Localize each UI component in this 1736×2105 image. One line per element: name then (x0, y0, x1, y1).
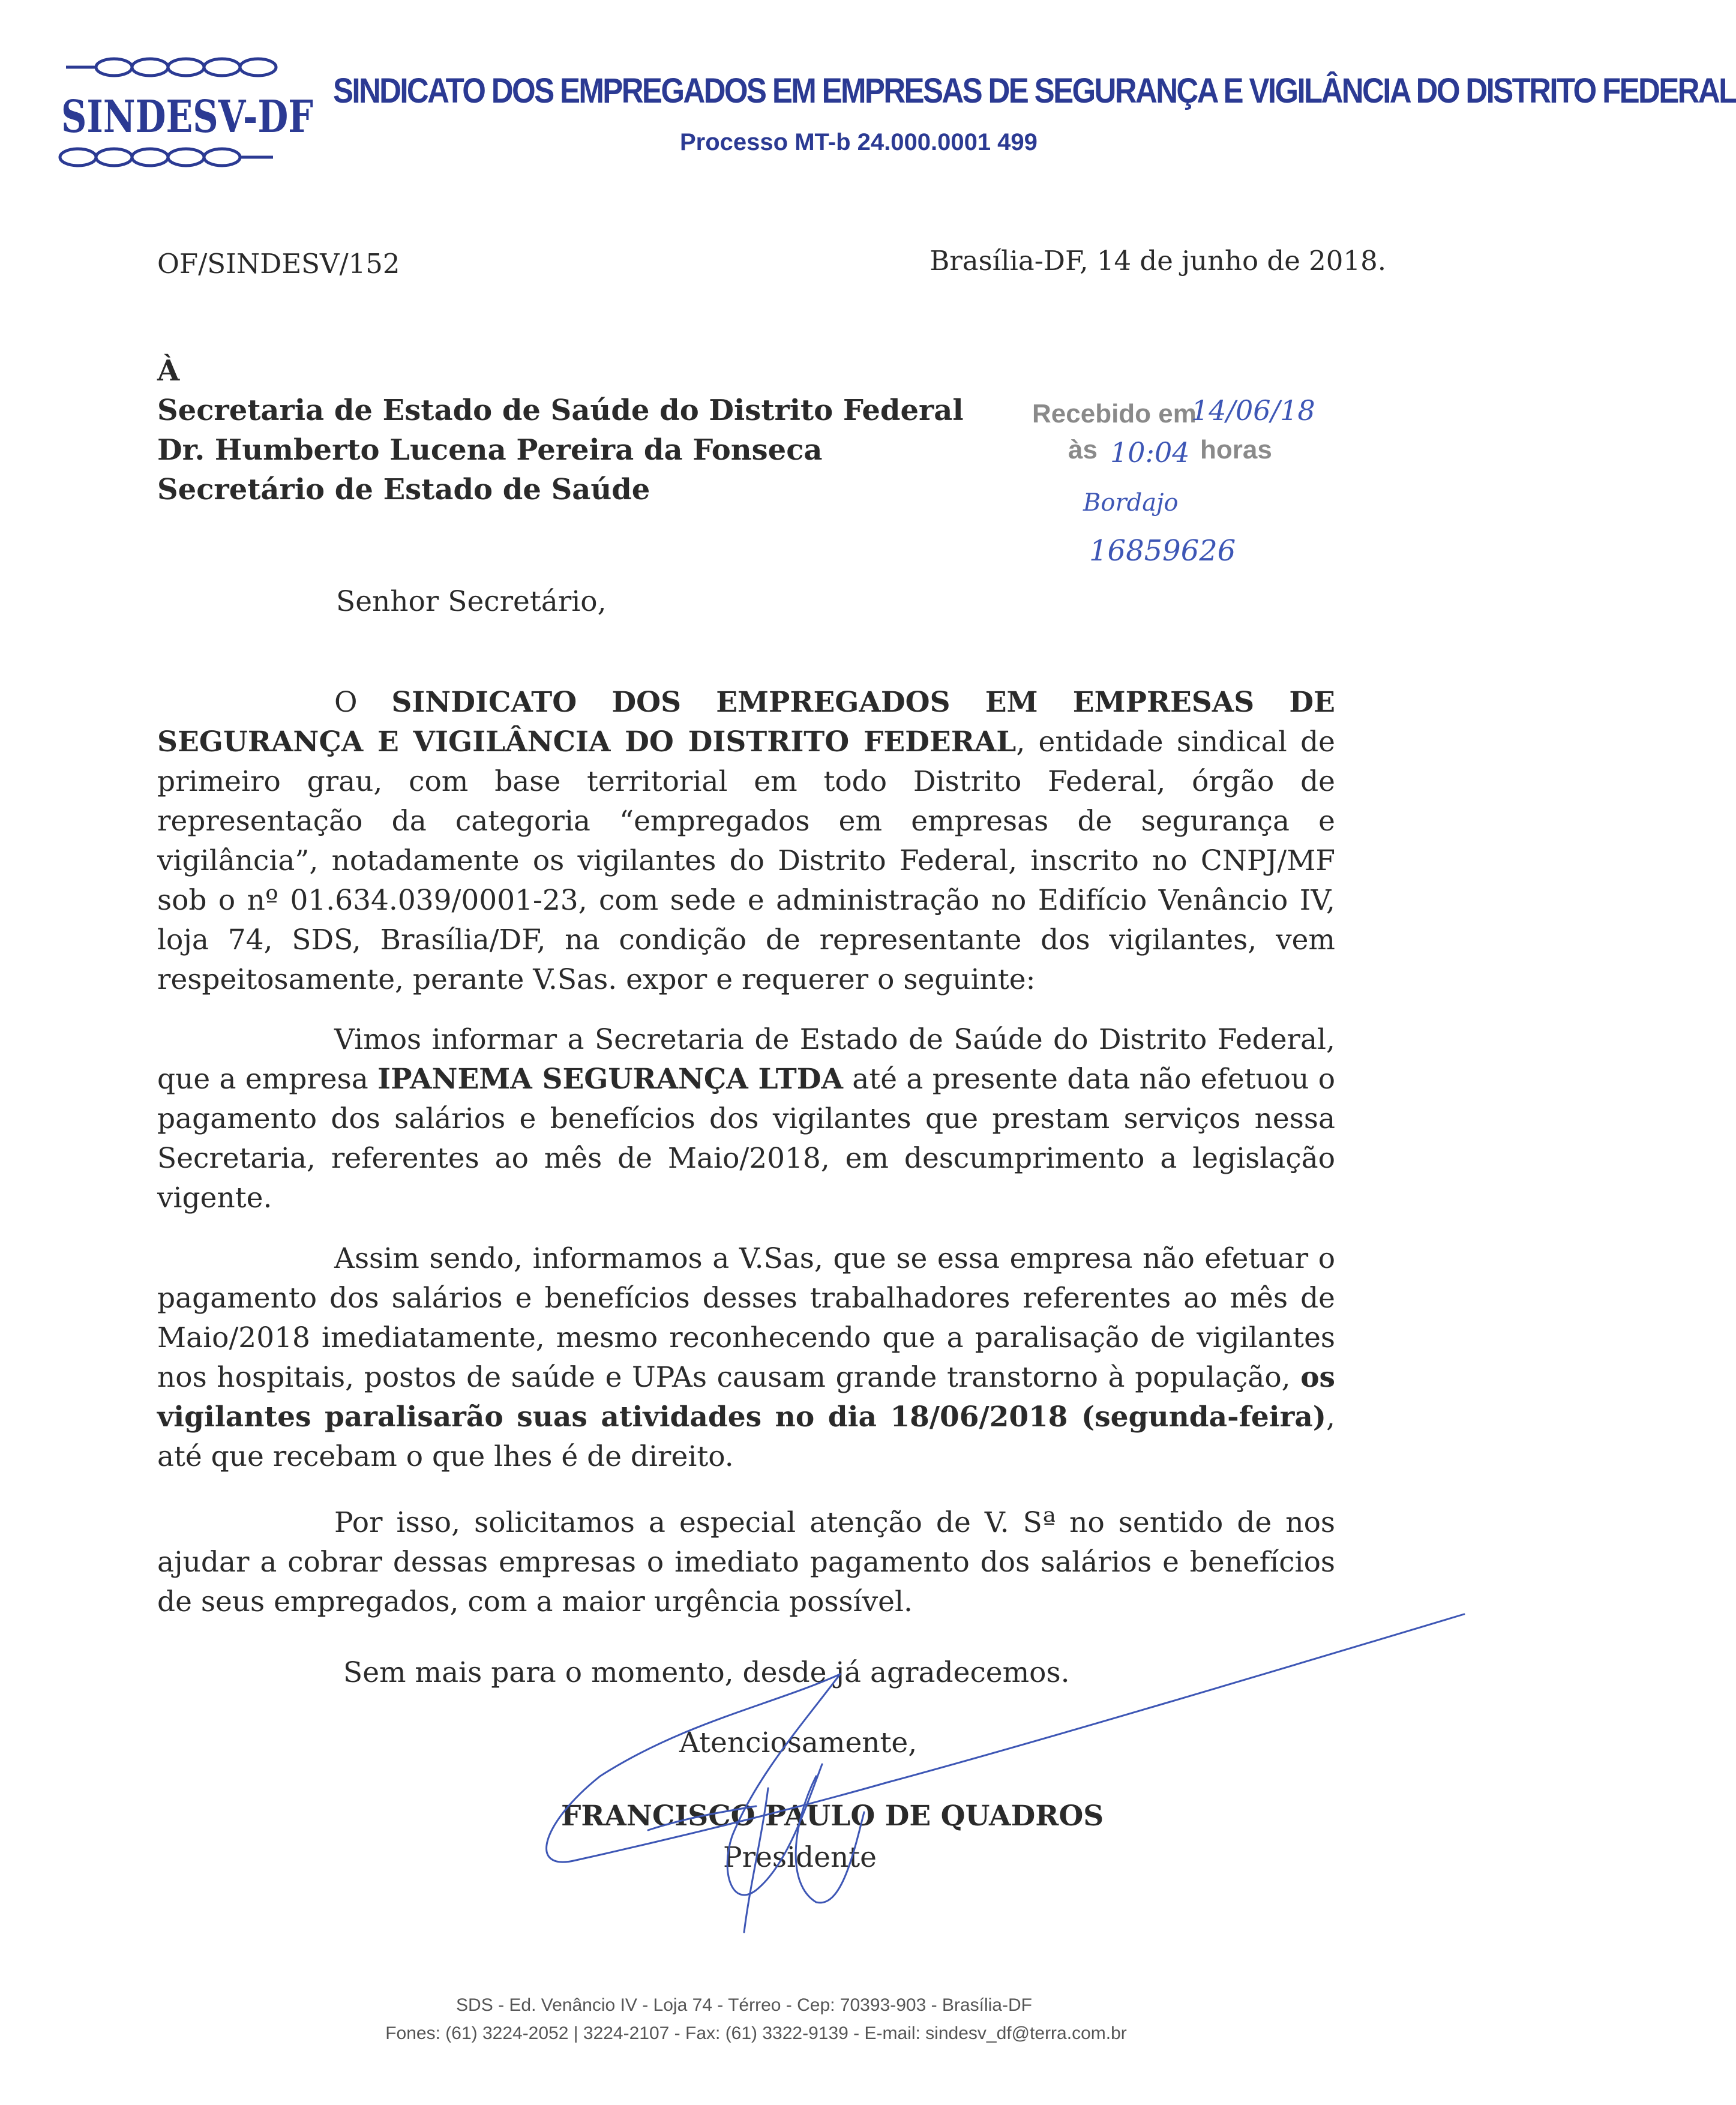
p4-text: Por isso, solicitamos a especial atenção de V. Sª no sentido de nos ajudar a cobrar dessas empresas o imediato pagamento dos salários e benefícios de seus empregados, com a maior urgência possível. (157, 1506, 1335, 1618)
signer-role: Presidente (723, 1841, 877, 1874)
recipient-line-3: Secretário de Estado de Saúde (157, 473, 650, 506)
salutation: Senhor Secretário, (336, 585, 607, 618)
recipient-prefix: À (157, 354, 180, 388)
received-time: 10:04 (1110, 436, 1190, 469)
p2-text-b: até a presente data não efetuou o pagamento dos salários e benefícios dos vigilantes que prestam serviços nessa Secretaria, referentes ao mês de Maio/2018, em descumprimento a legislação vigente. (157, 1063, 1335, 1215)
p1-text-a: O (334, 686, 392, 719)
p2-bold: IPANEMA SEGURANÇA LTDA (377, 1063, 843, 1096)
p3-text-a: Assim sendo, informamos a V.Sas, que se essa empresa não efetuar o pagamento dos salários e benefícios desses trabalhadores referentes ao mês de Maio/2018 imediatamente, mesmo reconhecendo que a paralisação de vigilantes nos hospitais, postos de saúde e UPAs causam grande transtorno à população, (157, 1242, 1335, 1394)
handwritten-signature (504, 1524, 1476, 1956)
organization-name: SINDICATO DOS EMPREGADOS EM EMPRESAS DE SEGURANÇA E VIGILÂNCIA DO DISTRITO FEDERAL (333, 71, 1736, 110)
letter-reference: OF/SINDESV/152 (157, 248, 400, 280)
p1-bold: SINDICATO DOS EMPREGADOS EM EMPRESAS DE SEGURANÇA E VIGILÂNCIA DO DISTRITO FEDERAL (157, 686, 1335, 758)
p2-text-a: Vimos informar a Secretaria de Estado de Saúde do Distrito Federal, que a empresa (157, 1023, 1335, 1096)
recipient-block (157, 351, 964, 509)
signer-name: FRANCISCO PAULO DE QUADROS (561, 1800, 1104, 1833)
paragraph-2 (157, 1020, 1335, 1218)
p3-bold: os vigilantes paralisarão suas atividades no dia 18/06/2018 (segunda-feira) (157, 1361, 1335, 1434)
received-label: Recebido em (1032, 399, 1197, 428)
footer-address: SDS - Ed. Venâncio IV - Loja 74 - Térreo - Cep: 70393-903 - Brasília-DF (456, 1995, 1032, 2015)
handwritten-number: 16859626 (1089, 534, 1236, 568)
sindesv-logo (60, 54, 318, 174)
process-number: Processo MT-b 24.000.0001 499 (680, 129, 1038, 155)
regards: Atenciosamente, (679, 1726, 918, 1759)
letter-date: Brasília-DF, 14 de junho de 2018. (930, 245, 1386, 277)
closing-line: Sem mais para o momento, desde já agradecemos. (343, 1656, 1070, 1689)
recipient-line-1: Secretaria de Estado de Saúde do Distrito Federal (157, 394, 964, 427)
footer-contacts: Fones: (61) 3224-2052 | 3224-2107 - Fax: (61) 3322-9139 - E-mail: sindesv_df@terra.com.br (385, 2023, 1127, 2043)
handwritten-name: Bordajo (1083, 489, 1179, 517)
p3-text-b: , até que recebam o que lhes é de direito. (157, 1401, 1335, 1473)
received-stamp (1032, 394, 1368, 603)
p1-text-b: , entidade sindical de primeiro grau, com base territorial em todo Distrito Federal, órgão de representação da categoria “empregados em empresas de segurança e vigilância”, notadamente os vigilantes do Distrito Federal, inscrito no CNPJ/MF sob o nº 01.634.039/0001-23, com sede e administração no Edifício Venâncio IV, loja 74, SDS, Brasília/DF, na condição de representante dos vigilantes, vem respeitosamente, perante V.Sas. expor e requerer o seguinte: (157, 725, 1336, 996)
received-date: 14/06/18 (1191, 394, 1315, 427)
paragraph-3 (157, 1239, 1335, 1477)
paragraph-1 (157, 683, 1335, 1000)
logo-text: SINDESV-DF (61, 91, 313, 143)
at-label: às (1068, 435, 1098, 464)
recipient-line-2: Dr. Humberto Lucena Pereira da Fonseca (157, 433, 823, 467)
hours-label: horas (1200, 435, 1272, 464)
